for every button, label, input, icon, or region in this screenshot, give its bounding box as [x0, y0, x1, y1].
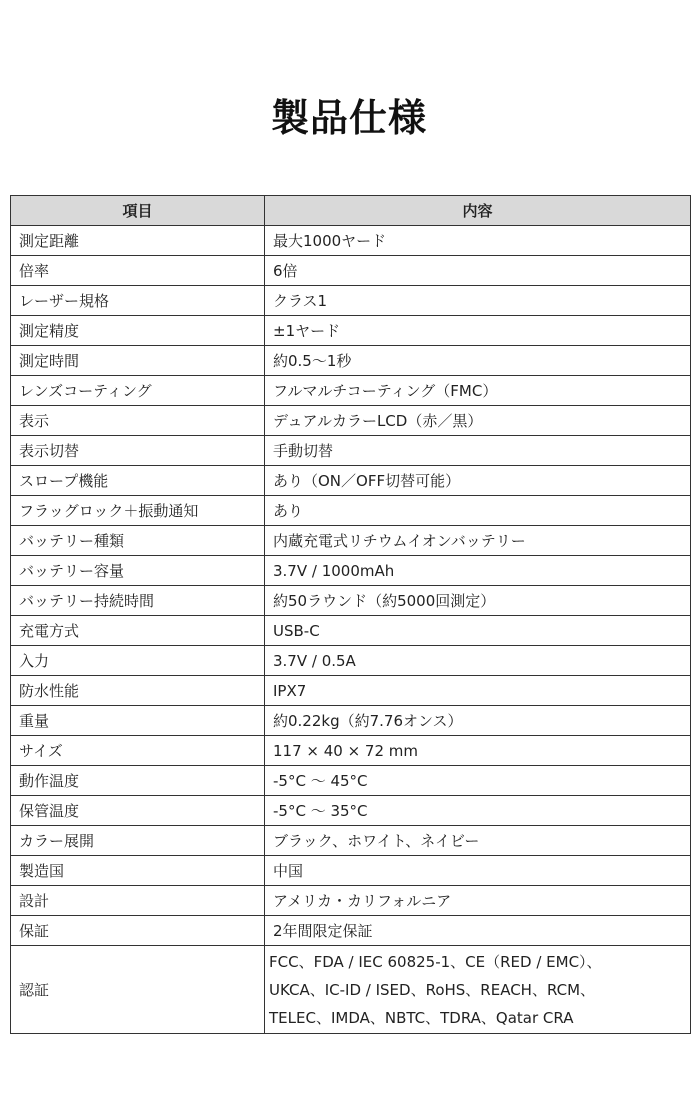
cell-value: [265, 946, 691, 1034]
cell-key: サイズ: [11, 736, 265, 766]
table-row: [11, 706, 691, 736]
cell-value: IPX7: [265, 676, 691, 706]
table-row: [11, 256, 691, 286]
table-row: [11, 886, 691, 916]
cell-value: -5°C 〜 35°C: [265, 796, 691, 826]
cell-key: スロープ機能: [11, 466, 265, 496]
cell-key: カラー展開: [11, 826, 265, 856]
table-row: [11, 736, 691, 766]
cell-value: 約0.5〜1秒: [265, 346, 691, 376]
cell-value: 6倍: [265, 256, 691, 286]
table-row: [11, 376, 691, 406]
table-row: [11, 406, 691, 436]
table-row: [11, 526, 691, 556]
cell-value: 中国: [265, 856, 691, 886]
table-row: [11, 646, 691, 676]
header-content: 内容: [265, 196, 691, 226]
cell-key: 重量: [11, 706, 265, 736]
header-item: 項目: [11, 196, 265, 226]
cell-value: 内蔵充電式リチウムイオンバッテリー: [265, 526, 691, 556]
cell-value: ±1ヤード: [265, 316, 691, 346]
cell-key: 測定距離: [11, 226, 265, 256]
cert-line: TELEC、IMDA、NBTC、TDRA、Qatar CRA: [269, 1008, 574, 1027]
cell-key: 設計: [11, 886, 265, 916]
cell-key: 表示切替: [11, 436, 265, 466]
table-row: [11, 856, 691, 886]
cell-value: 手動切替: [265, 436, 691, 466]
table-row: [11, 346, 691, 376]
cell-value: アメリカ・カリフォルニア: [265, 886, 691, 916]
cell-key: 防水性能: [11, 676, 265, 706]
cell-key: 測定精度: [11, 316, 265, 346]
table-row: [11, 436, 691, 466]
cell-value: 最大1000ヤード: [265, 226, 691, 256]
cell-key: 表示: [11, 406, 265, 436]
table-row: [11, 916, 691, 946]
cert-line: UKCA、IC-ID / ISED、RoHS、REACH、RCM、: [269, 980, 596, 999]
cell-value: ブラック、ホワイト、ネイビー: [265, 826, 691, 856]
table-header-row: [11, 196, 691, 226]
cell-value: USB-C: [265, 616, 691, 646]
cell-key: バッテリー種類: [11, 526, 265, 556]
cell-key: 倍率: [11, 256, 265, 286]
cell-value: あり: [265, 496, 691, 526]
cell-value: デュアルカラーLCD（赤／黒）: [265, 406, 691, 436]
cell-key: レーザー規格: [11, 286, 265, 316]
cell-key: 入力: [11, 646, 265, 676]
cert-line: FCC、FDA / IEC 60825-1、CE（RED / EMC）、: [269, 952, 602, 971]
cell-value: 3.7V / 0.5A: [265, 646, 691, 676]
table-row: [11, 226, 691, 256]
table-row: [11, 286, 691, 316]
cell-key: フラッグロック＋振動通知: [11, 496, 265, 526]
spec-table-body: [11, 226, 691, 1034]
cell-key: バッテリー容量: [11, 556, 265, 586]
spec-table: [10, 195, 691, 1034]
cell-key: 動作温度: [11, 766, 265, 796]
cell-key: バッテリー持続時間: [11, 586, 265, 616]
table-row: [11, 556, 691, 586]
cell-value: 3.7V / 1000mAh: [265, 556, 691, 586]
cell-value: クラス1: [265, 286, 691, 316]
table-row: [11, 796, 691, 826]
cell-key: 充電方式: [11, 616, 265, 646]
table-row: [11, 496, 691, 526]
table-row: [11, 586, 691, 616]
table-row: [11, 766, 691, 796]
cell-key: 保証: [11, 916, 265, 946]
cell-key: 保管温度: [11, 796, 265, 826]
cell-key: 認証: [11, 946, 265, 1034]
cell-value: フルマルチコーティング（FMC）: [265, 376, 691, 406]
table-row: [11, 676, 691, 706]
table-row: [11, 616, 691, 646]
table-row: [11, 826, 691, 856]
page-title: 製品仕様: [270, 96, 427, 140]
cell-value: 117 × 40 × 72 mm: [265, 736, 691, 766]
cell-key: レンズコーティング: [11, 376, 265, 406]
cell-value: 2年間限定保証: [265, 916, 691, 946]
table-row: [11, 316, 691, 346]
cell-key: 製造国: [11, 856, 265, 886]
table-row-certification: [11, 946, 691, 1034]
table-row: [11, 466, 691, 496]
cell-value: -5°C 〜 45°C: [265, 766, 691, 796]
cell-value: 約50ラウンド（約5000回測定）: [265, 586, 691, 616]
cell-value: 約0.22kg（約7.76オンス）: [265, 706, 691, 736]
cell-key: 測定時間: [11, 346, 265, 376]
cell-value: あり（ON／OFF切替可能）: [265, 466, 691, 496]
